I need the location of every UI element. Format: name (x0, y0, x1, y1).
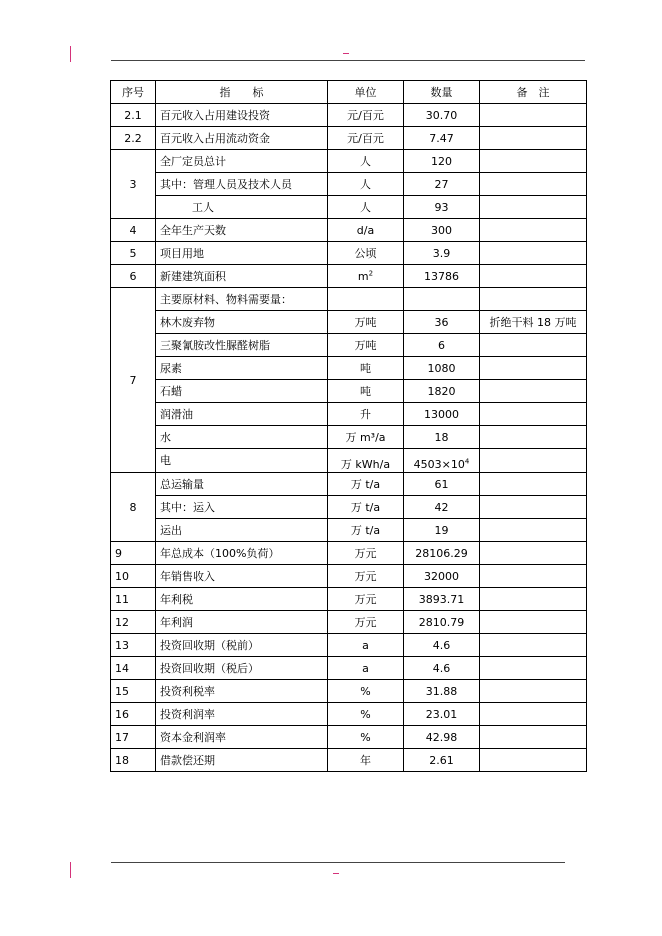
table-row (111, 219, 587, 242)
row-unit: 万 t/a (328, 473, 404, 496)
row-indicator: 年利润 (156, 611, 328, 634)
table-row (111, 150, 587, 173)
row-quantity: 13786 (404, 265, 480, 288)
row-note (480, 426, 587, 449)
row-no: 17 (111, 726, 156, 749)
row-note (480, 449, 587, 473)
table-row (111, 403, 587, 426)
table-row (111, 519, 587, 542)
row-no: 13 (111, 634, 156, 657)
row-unit: a (328, 634, 404, 657)
quantity-text: 4503×10 (413, 458, 465, 471)
table-row (111, 449, 587, 473)
row-no: 4 (111, 219, 156, 242)
row-note (480, 403, 587, 426)
table-row (111, 288, 587, 311)
row-no: 11 (111, 588, 156, 611)
row-quantity: 2.61 (404, 749, 480, 772)
footer-rule (111, 862, 565, 863)
row-unit: 人 (328, 173, 404, 196)
row-no: 10 (111, 565, 156, 588)
row-indicator: 总运输量 (156, 473, 328, 496)
row-no: 2.2 (111, 127, 156, 150)
page-dash-bottom (333, 873, 339, 874)
table-row (111, 542, 587, 565)
row-indicator: 百元收入占用建设投资 (156, 104, 328, 127)
row-unit: a (328, 657, 404, 680)
row-unit: % (328, 680, 404, 703)
row-indicator: 润滑油 (156, 403, 328, 426)
row-indicator: 林木废弃物 (156, 311, 328, 334)
unit-superscript: 2 (368, 268, 374, 277)
row-indicator: 主要原材料、物料需要量： (156, 288, 328, 311)
table-row (111, 611, 587, 634)
row-unit: 万 m³/a (328, 426, 404, 449)
row-unit: 升 (328, 403, 404, 426)
row-unit: % (328, 726, 404, 749)
row-quantity (404, 288, 480, 311)
row-quantity (404, 449, 480, 473)
row-quantity: 36 (404, 311, 480, 334)
row-no: 8 (111, 473, 156, 542)
row-indicator: 投资回收期（税前） (156, 634, 328, 657)
header-note: 备 注 (480, 81, 587, 104)
row-quantity: 1080 (404, 357, 480, 380)
row-quantity: 6 (404, 334, 480, 357)
row-no: 6 (111, 265, 156, 288)
unit-text: m (357, 269, 369, 283)
row-indicator: 电 (156, 449, 328, 473)
row-note (480, 565, 587, 588)
row-quantity: 93 (404, 196, 480, 219)
row-indicator: 年利税 (156, 588, 328, 611)
row-quantity: 4.6 (404, 657, 480, 680)
row-unit: 元/百元 (328, 127, 404, 150)
table-header-row (111, 81, 587, 104)
row-no: 15 (111, 680, 156, 703)
table-row (111, 657, 587, 680)
row-quantity: 61 (404, 473, 480, 496)
row-note (480, 104, 587, 127)
table-row (111, 634, 587, 657)
row-note (480, 611, 587, 634)
table-row (111, 242, 587, 265)
row-indicator: 年总成本（100%负荷） (156, 542, 328, 565)
row-unit: 万元 (328, 611, 404, 634)
margin-mark-bottom (70, 862, 71, 878)
row-quantity: 23.01 (404, 703, 480, 726)
row-quantity: 7.47 (404, 127, 480, 150)
row-quantity: 32000 (404, 565, 480, 588)
table-row (111, 473, 587, 496)
row-note (480, 265, 587, 288)
table-row (111, 196, 587, 219)
row-note (480, 749, 587, 772)
row-no: 5 (111, 242, 156, 265)
row-quantity: 27 (404, 173, 480, 196)
table-row (111, 565, 587, 588)
row-indicator: 借款偿还期 (156, 749, 328, 772)
row-indicator: 其中：运入 (156, 496, 328, 519)
row-unit: % (328, 703, 404, 726)
row-indicator: 全年生产天数 (156, 219, 328, 242)
row-note (480, 680, 587, 703)
row-quantity: 3.9 (404, 242, 480, 265)
row-indicator: 新建建筑面积 (156, 265, 328, 288)
row-indicator: 年销售收入 (156, 565, 328, 588)
row-quantity: 3893.71 (404, 588, 480, 611)
row-unit: 吨 (328, 380, 404, 403)
row-note (480, 657, 587, 680)
header-unit: 单位 (328, 81, 404, 104)
row-indicator: 全厂定员总计 (156, 150, 328, 173)
row-note (480, 196, 587, 219)
row-note (480, 519, 587, 542)
row-note (480, 588, 587, 611)
row-indicator: 尿素 (156, 357, 328, 380)
row-no: 12 (111, 611, 156, 634)
row-note: 折绝干料 18 万吨 (480, 311, 587, 334)
table-row (111, 703, 587, 726)
row-quantity: 28106.29 (404, 542, 480, 565)
row-indicator: 项目用地 (156, 242, 328, 265)
row-unit: 万 kWh/a (328, 449, 404, 473)
row-indicator: 投资回收期（税后） (156, 657, 328, 680)
table-row (111, 426, 587, 449)
row-note (480, 496, 587, 519)
row-indicator: 投资利税率 (156, 680, 328, 703)
row-indicator: 百元收入占用流动资金 (156, 127, 328, 150)
table-row (111, 127, 587, 150)
row-note (480, 357, 587, 380)
header-no: 序号 (111, 81, 156, 104)
row-unit (328, 288, 404, 311)
row-indicator: 水 (156, 426, 328, 449)
table-row (111, 173, 587, 196)
table-row (111, 334, 587, 357)
page-dash-top (343, 53, 349, 54)
row-quantity: 13000 (404, 403, 480, 426)
table-row (111, 588, 587, 611)
row-no: 9 (111, 542, 156, 565)
row-note (480, 703, 587, 726)
row-quantity: 42 (404, 496, 480, 519)
row-unit: 万吨 (328, 311, 404, 334)
row-indicator: 其中：管理人员及技术人员 (156, 173, 328, 196)
table-row (111, 726, 587, 749)
row-unit: 万吨 (328, 334, 404, 357)
row-indicator: 工人 (156, 196, 328, 219)
table-row (111, 749, 587, 772)
row-unit: 万 t/a (328, 519, 404, 542)
row-no: 2.1 (111, 104, 156, 127)
row-quantity: 120 (404, 150, 480, 173)
row-indicator: 投资利润率 (156, 703, 328, 726)
table-row (111, 311, 587, 334)
row-no: 3 (111, 150, 156, 219)
row-no: 7 (111, 288, 156, 473)
row-quantity: 4.6 (404, 634, 480, 657)
row-note (480, 334, 587, 357)
row-quantity: 31.88 (404, 680, 480, 703)
row-note (480, 726, 587, 749)
header-rule (111, 60, 585, 61)
row-quantity: 2810.79 (404, 611, 480, 634)
row-note (480, 380, 587, 403)
row-no: 14 (111, 657, 156, 680)
table-row (111, 380, 587, 403)
header-indicator: 指 标 (156, 81, 328, 104)
row-unit: 公顷 (328, 242, 404, 265)
row-unit: 万元 (328, 565, 404, 588)
row-unit: 万元 (328, 542, 404, 565)
row-note (480, 219, 587, 242)
table-row (111, 680, 587, 703)
row-unit: 人 (328, 150, 404, 173)
table-row (111, 104, 587, 127)
row-note (480, 542, 587, 565)
row-unit: 元/百元 (328, 104, 404, 127)
row-no: 18 (111, 749, 156, 772)
row-note (480, 242, 587, 265)
table-row (111, 265, 587, 288)
indicator-table (110, 80, 587, 772)
row-unit: d/a (328, 219, 404, 242)
header-quantity: 数量 (404, 81, 480, 104)
quantity-superscript: 4 (464, 457, 470, 466)
row-unit: 人 (328, 196, 404, 219)
row-indicator: 三聚氰胺改性脲醛树脂 (156, 334, 328, 357)
table-row (111, 496, 587, 519)
margin-mark-top (70, 46, 71, 62)
row-indicator: 资本金利润率 (156, 726, 328, 749)
row-no: 16 (111, 703, 156, 726)
row-quantity: 18 (404, 426, 480, 449)
row-indicator: 运出 (156, 519, 328, 542)
row-unit: 吨 (328, 357, 404, 380)
row-note (480, 634, 587, 657)
row-unit: 年 (328, 749, 404, 772)
row-quantity: 30.70 (404, 104, 480, 127)
row-note (480, 288, 587, 311)
row-quantity: 300 (404, 219, 480, 242)
row-unit (328, 265, 404, 288)
row-unit: 万 t/a (328, 496, 404, 519)
row-note (480, 173, 587, 196)
row-unit: 万元 (328, 588, 404, 611)
row-quantity: 19 (404, 519, 480, 542)
row-indicator: 石蜡 (156, 380, 328, 403)
row-note (480, 150, 587, 173)
table-row (111, 357, 587, 380)
row-quantity: 42.98 (404, 726, 480, 749)
row-note (480, 127, 587, 150)
row-quantity: 1820 (404, 380, 480, 403)
row-note (480, 473, 587, 496)
